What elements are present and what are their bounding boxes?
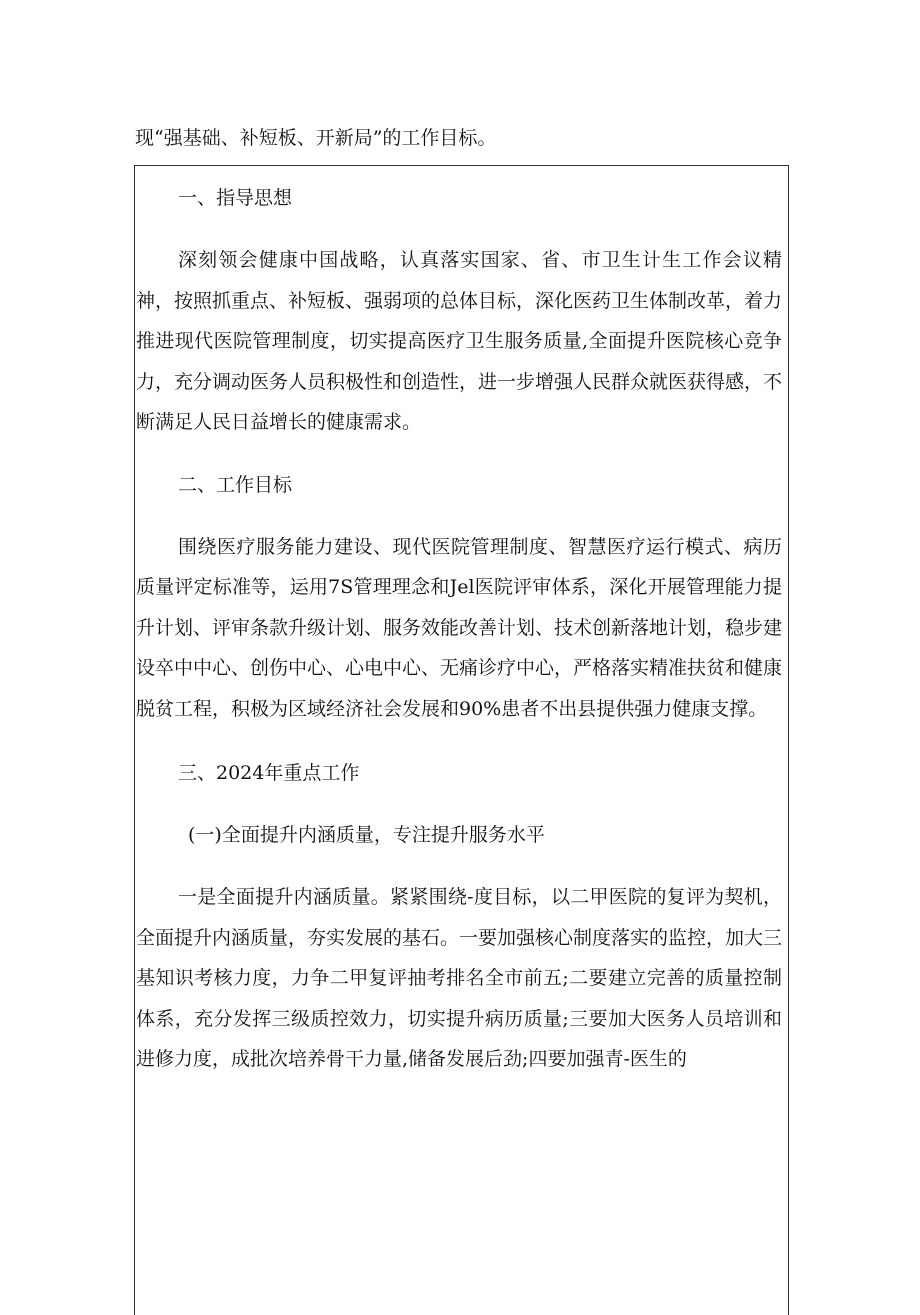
section-paragraph-quality: 一是全面提升内涵质量。紧紧围绕-度目标，以二甲医院的复评为契机，全面提升内涵质量，夯实发展的基石。一要加强核心制度落实的监控，加大三基知识考核力度，力争二甲复评抽考排名全市前五;二要建立完善的质量控制体系，充分发挥三级质控效力，切实提升病历质量;三要加大医务人员培训和进修力度，成批次培养骨干力量,储备发展后劲;四要加强青-医生的 (136, 886, 783, 1070)
document-body (136, 178, 788, 1080)
lead-line: 现“强基础、补短板、开新局”的工作目标。 (135, 127, 497, 149)
section-heading-key-work: 三、2024年重点工作 (178, 762, 360, 784)
section-heading-guiding-ideology: 一、指导思想 (178, 187, 293, 209)
section-paragraph-work-goals: 围绕医疗服务能力建设、现代医院管理制度、智慧医疗运行模式、病历质量评定标准等，运用7S管理理念和Jel医院评审体系，深化开展管理能力提升计划、评审条款升级计划、服务效能改善计划、技术创新落地计划，稳步建设卒中中心、创伤中心、心电中心、无痛诊疗中心，严格落实精准扶贫和健康脱贫工程，积极为区域经济社会发展和90%患者不出县提供强力健康支撑。 (136, 535, 783, 720)
section-paragraph-guiding-ideology: 深刻领会健康中国战略，认真落实国家、省、市卫生计生工作会议精神，按照抓重点、补短板、强弱项的总体目标，深化医药卫生体制改革，着力推进现代医院管理制度，切实提高医疗卫生服务质量,全面提升医院核心竞争力，充分调动医务人员积极性和创造性，进一步增强人民群众就医获得感，不断满足人民日益增长的健康需求。 (136, 249, 783, 433)
section-heading-work-goals: 二、工作目标 (178, 473, 293, 496)
subsection-heading-quality: (一)全面提升内涵质量，专注提升服务水平 (188, 824, 545, 846)
